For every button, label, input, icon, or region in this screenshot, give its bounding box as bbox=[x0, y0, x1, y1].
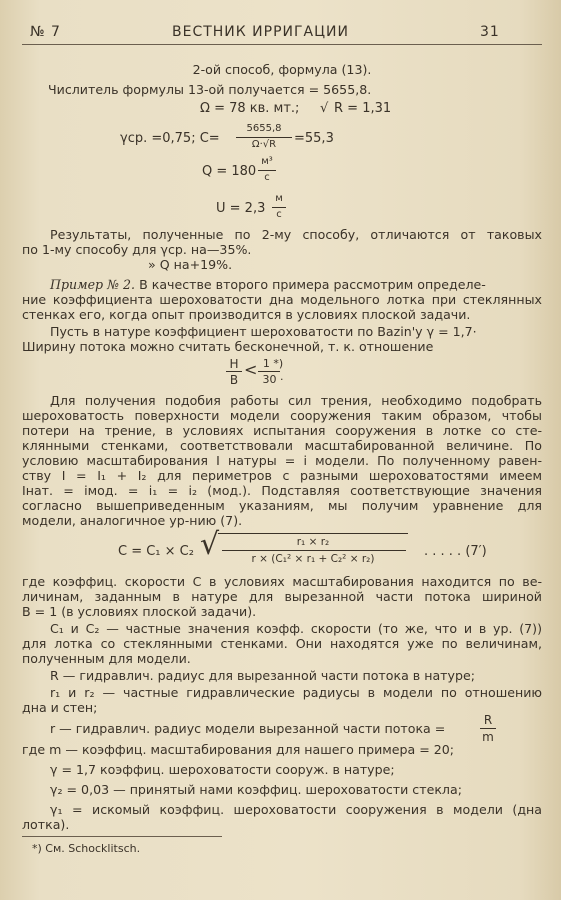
less-than-sign: < bbox=[244, 360, 258, 379]
text-line: для лотка со стеклянными стенками. Они находятся уже по величинам, bbox=[22, 636, 542, 651]
text-line: согласно вышеприведенным указаниям, мы получим уравнение для bbox=[22, 498, 542, 513]
text-line: γ₁ = искомый коэффиц. шероховатости сооружения в модели (дна bbox=[50, 802, 542, 817]
running-header bbox=[22, 22, 542, 45]
formula-gamma: γср. =0,75; C= bbox=[120, 131, 220, 146]
fraction-num: H bbox=[229, 357, 239, 371]
radical-sign: √ bbox=[200, 527, 220, 562]
fraction-bar bbox=[258, 371, 280, 372]
formula-u: U = 2,3 bbox=[216, 201, 266, 216]
text-line: ние коэффициента шероховатости дна модельного лотка при стеклянных bbox=[22, 292, 542, 307]
fraction-bar bbox=[222, 550, 406, 551]
text-line: γ₂ = 0,03 — принятый нами коэффиц. шероховатости стекла; bbox=[50, 782, 462, 797]
fraction-bar bbox=[480, 728, 496, 729]
text-line: где m — коэффиц. масштабирования для нашего примера = 20; bbox=[22, 742, 455, 757]
text-line: лотка). bbox=[22, 817, 70, 832]
text-line: Iнат. = iмод. = i₁ = i₂ (мод.). Подставляя соответствующие значения bbox=[22, 483, 542, 498]
unit-top: м bbox=[275, 193, 283, 204]
text-line: полученным для модели. bbox=[22, 651, 191, 666]
fraction-den: m bbox=[482, 730, 494, 744]
fraction-den: Ω·√R bbox=[251, 139, 277, 150]
unit-bottom: с bbox=[276, 209, 282, 220]
example-label: Пример № 2. bbox=[50, 277, 136, 292]
radical-bar bbox=[218, 533, 408, 534]
text-line: ству I = I₁ + I₂ для периметров с разными шероховатостями имеем bbox=[22, 468, 542, 483]
example-heading bbox=[22, 277, 542, 292]
fraction-bar bbox=[226, 371, 242, 372]
fraction-num: 5655,8 bbox=[246, 123, 282, 134]
text-line: R — гидравлич. радиус для вырезанной части потока в натуре; bbox=[50, 668, 475, 683]
text-line: r — гидравлич. радиус модели вырезанной части потока = bbox=[50, 721, 446, 736]
fraction-bar bbox=[272, 207, 286, 208]
issue-number: № 7 bbox=[30, 24, 61, 40]
fraction-bar bbox=[236, 137, 292, 138]
text-line: C₁ и C₂ — частные значения коэфф. скорости (то же, что и в ур. (7)) bbox=[50, 621, 542, 636]
equation-number: . . . . . (7′) bbox=[424, 544, 487, 559]
footnote: *) См. Schocklitsch. bbox=[32, 842, 141, 855]
text-line: где коэффиц. скорости C в условиях масштабирования находится по ве- bbox=[22, 574, 542, 589]
text-line: потери на трение, в условиях испытания сооружения в лотке со сте- bbox=[22, 423, 542, 438]
text-line: модели, аналогичное ур-нию (7). bbox=[22, 513, 243, 528]
text-line: Ширину потока можно считать бесконечной, т. к. отношение bbox=[22, 339, 434, 354]
sqrt-sign: √ bbox=[320, 101, 329, 116]
equation-left: C = C₁ × C₂ bbox=[118, 544, 194, 559]
formula-sqrt-r: R = 1,31 bbox=[334, 101, 392, 116]
fraction-den: B bbox=[229, 373, 239, 387]
text-line: r₁ и r₂ — частные гидравлические радиусы в модели по отношению bbox=[50, 685, 542, 700]
text-line: личинам, заданным в натуре для вырезанной части потока шириной bbox=[22, 589, 542, 604]
text-line: дна и стен; bbox=[22, 700, 98, 715]
method-heading: 2-ой способ, формула (13). bbox=[192, 62, 372, 77]
text-line: Результаты, полученные по 2-му способу, отличаются от таковых bbox=[50, 227, 542, 242]
page-number: 31 bbox=[480, 24, 500, 40]
unit-bottom: с bbox=[264, 172, 270, 183]
text-line: γ = 1,7 коэффиц. шероховатости сооруж. в натуре; bbox=[50, 762, 395, 777]
footnote-rule bbox=[22, 836, 222, 837]
text-line: В качестве второго примера рассмотрим определе- bbox=[135, 277, 486, 292]
text-line: Для получения подобия работы сил трения, необходимо подобрать bbox=[50, 393, 542, 408]
text-line: условию масштабирования I натуры = i модели. По полученному равен- bbox=[22, 453, 542, 468]
text-line: стенках его, когда опыт производится в условиях плоской задачи. bbox=[22, 307, 471, 322]
text-line: » Q на+19%. bbox=[148, 257, 233, 272]
unit-top: м³ bbox=[261, 156, 273, 167]
fraction-num: 1 *) bbox=[262, 357, 284, 370]
fraction-bar bbox=[258, 170, 276, 171]
equation-denominator: r × (C₁² × r₁ + C₂² × r₂) bbox=[251, 553, 375, 565]
text-line: Пусть в натуре коэффициент шероховатости по Bazin'у γ = 1,7· bbox=[50, 324, 477, 339]
text-line: шероховатость поверхности модели сооружения таким образом, чтобы bbox=[22, 408, 542, 423]
formula-omega: Ω = 78 кв. мт.; bbox=[200, 101, 300, 116]
formula-result: =55,3 bbox=[294, 131, 334, 146]
text-line: по 1-му способу для γср. на—35%. bbox=[22, 242, 252, 257]
fraction-num: R bbox=[483, 713, 493, 727]
formula-q: Q = 180 bbox=[202, 164, 257, 179]
equation-numerator: r₁ × r₂ bbox=[296, 536, 330, 548]
journal-title: ВЕСТНИК ИРРИГАЦИИ bbox=[172, 24, 349, 40]
text-line: Числитель формулы 13-ой получается = 5655,8. bbox=[48, 82, 372, 97]
text-line: B = 1 (в условиях плоской задачи). bbox=[22, 604, 257, 619]
text-line: клянными стенками, соответствовали масштабированной величине. По bbox=[22, 438, 542, 453]
fraction-den: 30 · bbox=[262, 373, 284, 386]
